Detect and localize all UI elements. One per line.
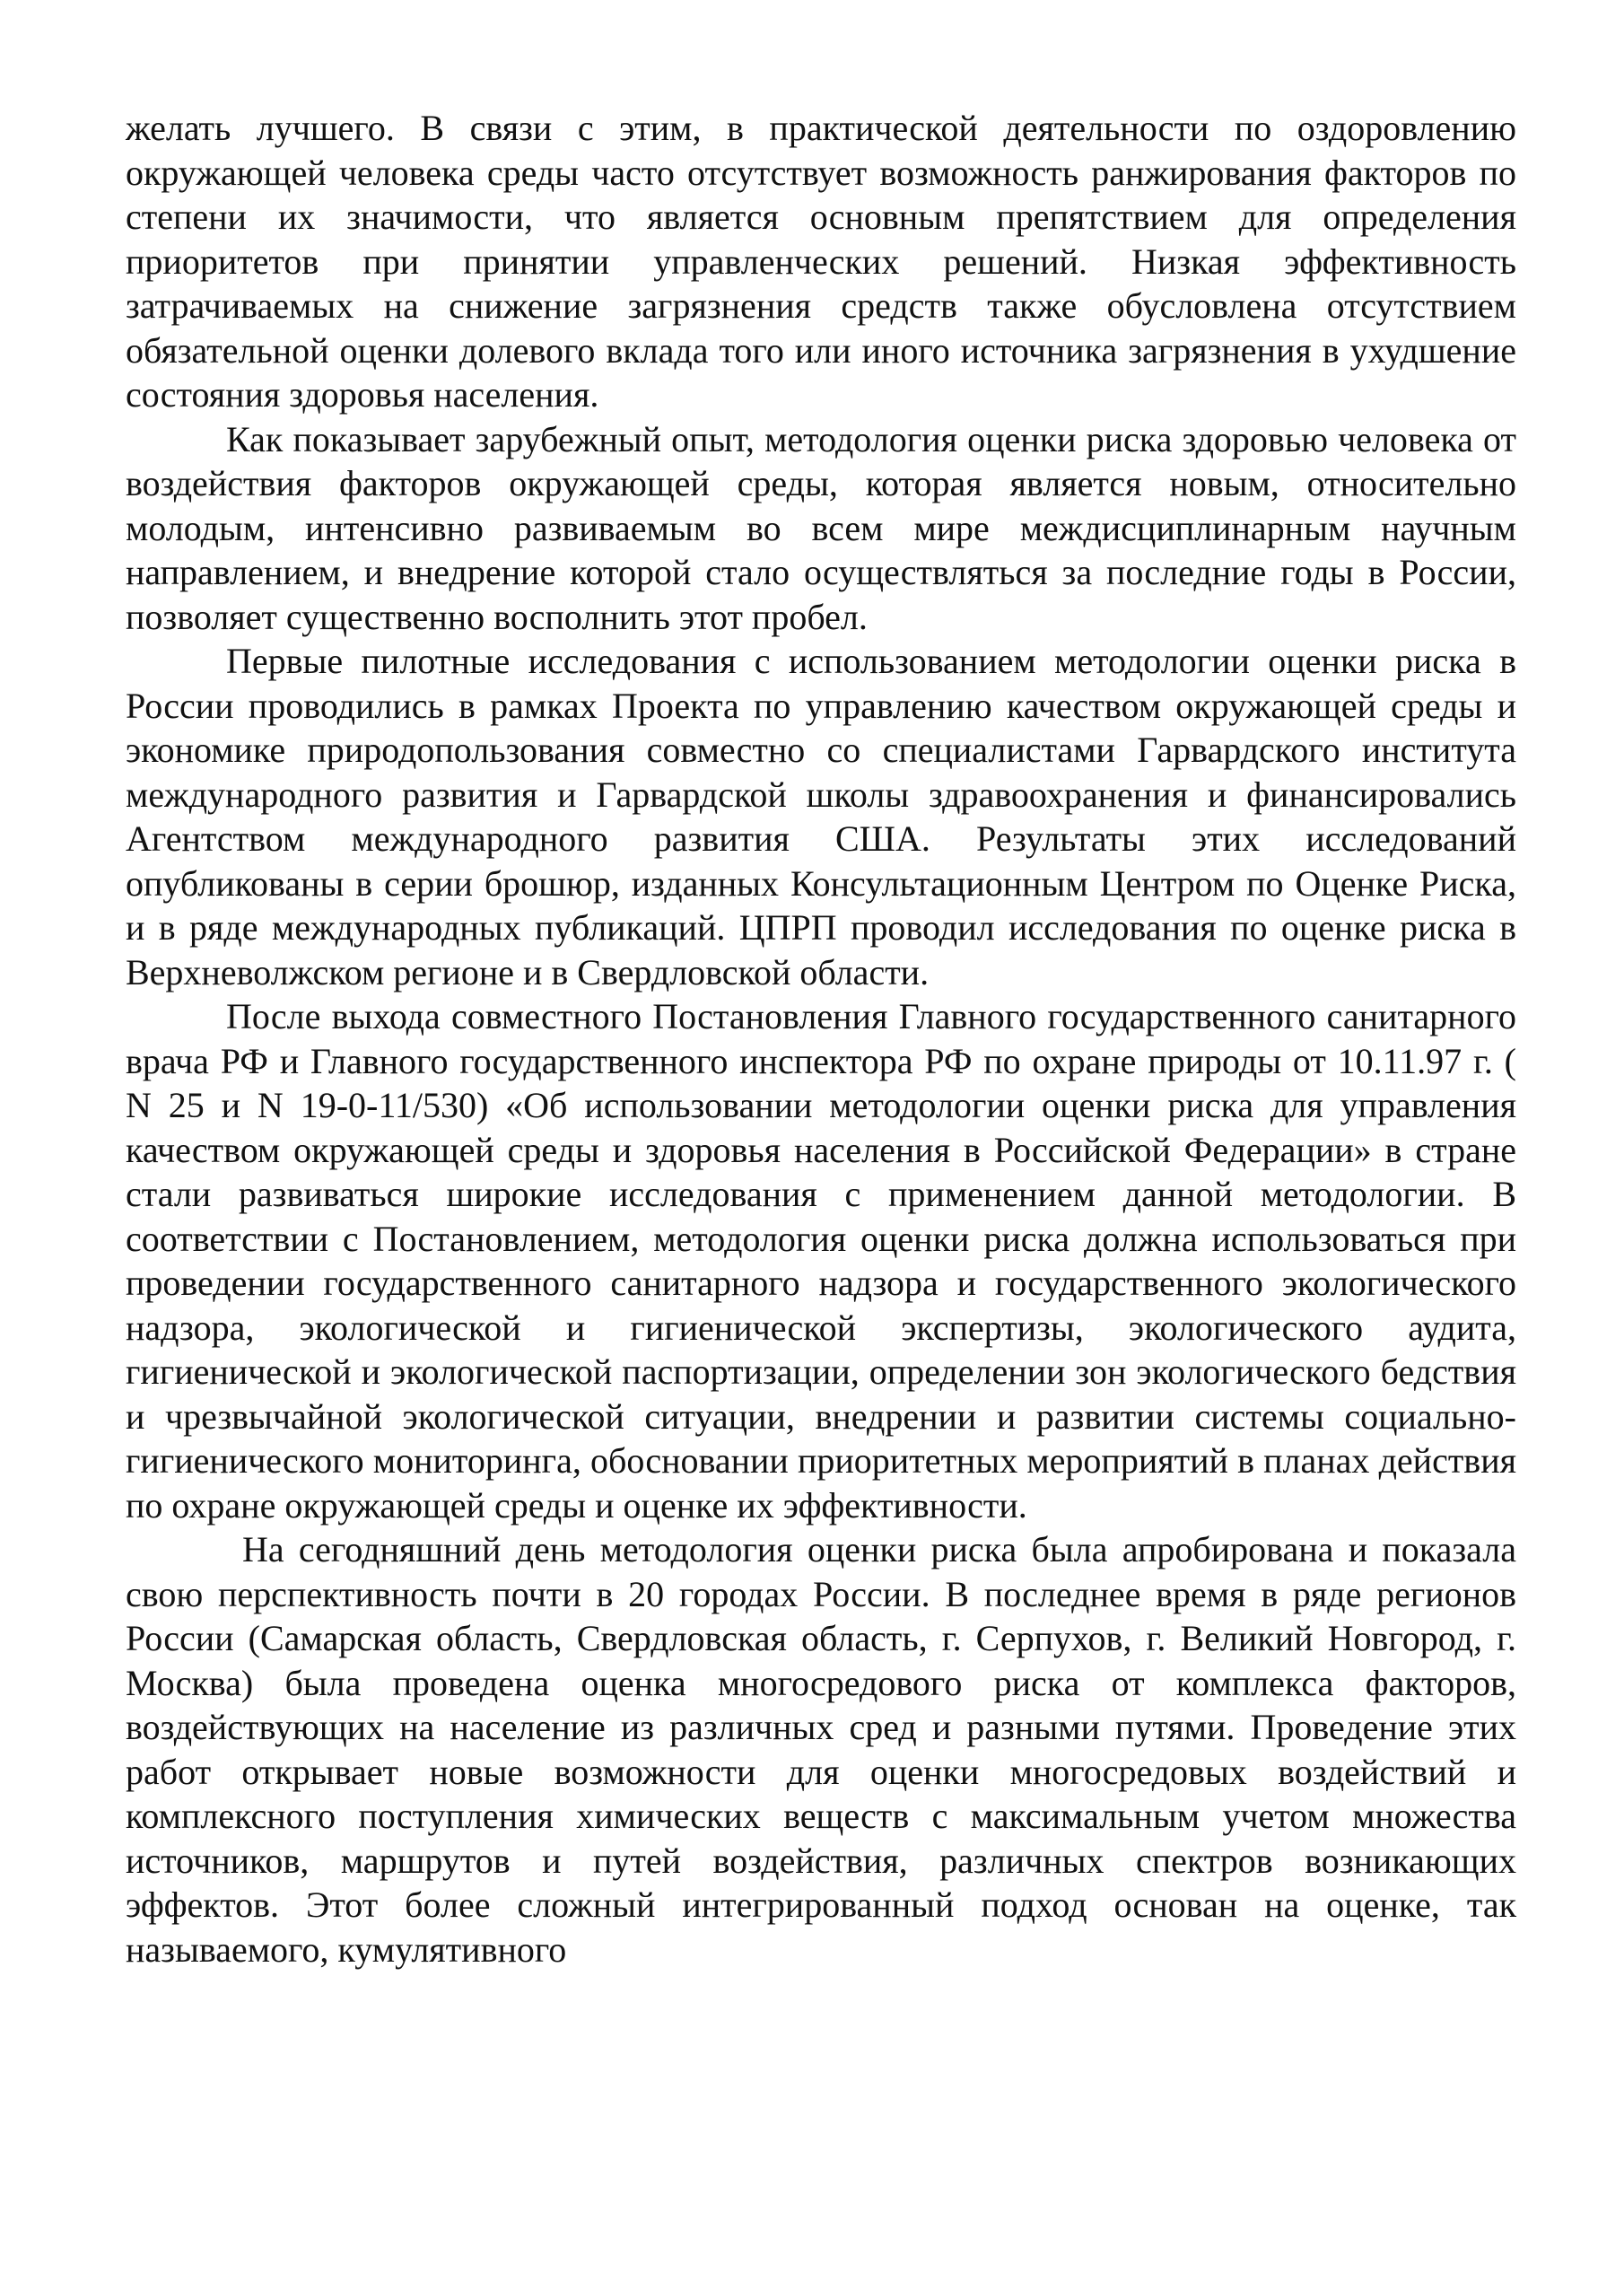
paragraph-current-state: На сегодняшний день методология оценки риска была апробирована и показала свою перспективность почти в 20 городах России. В последнее время в ряде регионов России (Самарская область, Свердловская область, г. Серпухов, г. Великий Новгород, г. Москва) была проведена оценка многосредового риска от комплекса факторов, воздействующих на население из различных сред и разными путями. Проведение этих работ открывает новые возможности для оценки многосредовых воздействий и комплексного поступления химических веществ с максимальным учетом множества источников, маршрутов и путей воздействия, различных спектров возникающих эффектов. Этот более сложный интегрированный подход основан на оценке, так называемого, кумулятивного [126, 1529, 1516, 1970]
paragraph-foreign-experience: Как показывает зарубежный опыт, методология оценки риска здоровью человека от воздействия факторов окружающей среды, которая является новым, относительно молодым, интенсивно развиваемым во всем мире междисциплинарным научным направлением, и внедрение которой стало осуществляться за последние годы в России, позволяет существенно восполнить этот пробел. [126, 418, 1516, 637]
paragraph-pilot-studies: Первые пилотные исследования с использованием методологии оценки риска в России проводились в рамках Проекта по управлению качеством окружающей среды и экономике природопользования совместно со специалистами Гарвардского института международного развития и Гарвардской школы здравоохранения и финансировались Агентством международного развития США. Результаты этих исследований опубликованы в серии брошюр, изданных Консультационным Центром по Оценке Риска, и в ряде международных публикаций. ЦПРП проводил исследования по оценке риска в Верхневолжском регионе и в Свердловской области. [126, 641, 1516, 992]
paragraph-resolution: После выхода совместного Постановления Главного государственного санитарного врача РФ и Главного государственного инспектора РФ по охране природы от 10.11.97 г. ( N 25 и N 19-0-11/530) «Об использовании методологии оценки риска для управления качеством окружающей среды и здоровья населения в Российской Федерации» в стране стали развиваться широкие исследования с применением данной методологии. В соответствии с Постановлением, методология оценки риска должна использоваться при проведении государственного санитарного надзора и государственного экологического надзора, экологической и гигиенической экспертизы, экологического аудита, гигиенической и экологической паспортизации, определении зон экологического бедствия и чрезвычайной экологической ситуации, внедрении и развитии системы социально-гигиенического мониторинга, обосновании приоритетных мероприятий в планах действия по охране окружающей среды и оценке их эффективности. [126, 996, 1516, 1526]
body-text [126, 106, 1516, 1972]
paragraph-continuation: желать лучшего. В связи с этим, в практической деятельности по оздоровлению окружающей человека среды часто отсутствует возможность ранжирования факторов по степени их значимости, что является основным препятствием для определения приоритетов при принятии управленческих решений. Низкая эффективность затрачиваемых на снижение загрязнения средств также обусловлена отсутствием обязательной оценки долевого вклада того или иного источника загрязнения в ухудшение состояния здоровья населения. [126, 108, 1516, 415]
